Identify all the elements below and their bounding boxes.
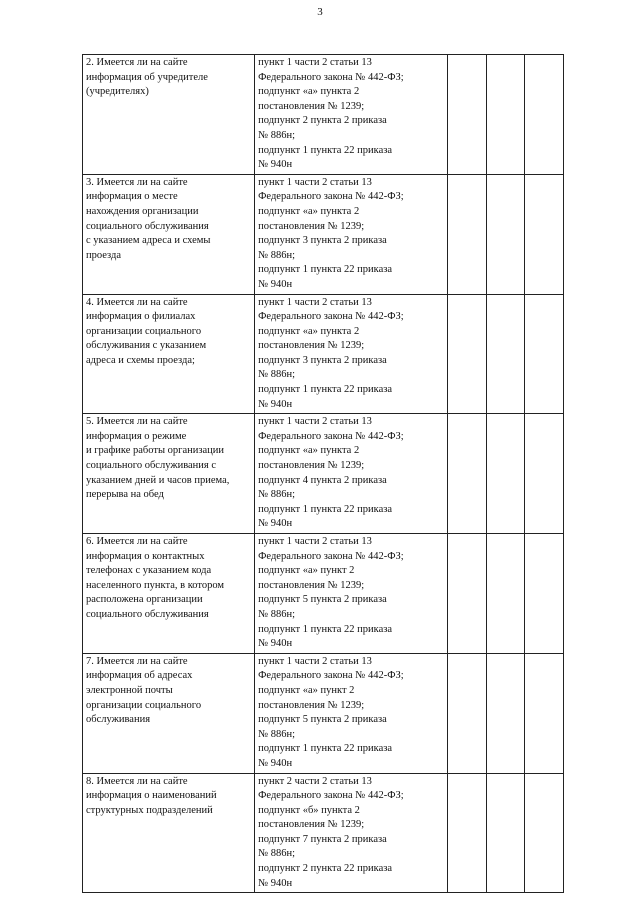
table-row: [83, 653, 564, 773]
legal-reference-line: подпункт 3 пункта 2 приказа: [258, 354, 387, 366]
legal-reference-line: подпункт «а» пункт 2: [258, 565, 355, 577]
question-text-line: 2. Имеется ли на сайте: [86, 57, 188, 68]
legal-reference-line: постановления № 1239;: [258, 819, 365, 831]
legal-reference-line: подпункт «а» пункта 2: [258, 205, 360, 217]
checklist-table: [82, 54, 564, 893]
legal-reference-cell: [255, 55, 447, 175]
question-text-line: организации социального: [86, 325, 202, 337]
legal-reference-line: подпункт 1 пункта 22 приказа: [258, 144, 393, 156]
question-text-line: информация о месте: [86, 191, 178, 203]
legal-reference-line: подпункт 2 пункта 22 приказа: [258, 863, 393, 875]
legal-reference-line: подпункт «а» пункт 2: [258, 684, 355, 696]
empty-answer-cell: [525, 55, 564, 175]
legal-reference-line: Федерального закона № 442-ФЗ;: [258, 550, 404, 562]
legal-reference-line: № 886н;: [258, 369, 296, 381]
question-text-line: проезда: [86, 249, 121, 261]
legal-reference-line: № 940н: [258, 757, 293, 769]
legal-reference-line: № 886н;: [258, 608, 296, 620]
question-text-line: 3. Имеется ли на сайте: [86, 176, 188, 188]
question-text-line: 6. Имеется ли на сайте: [86, 536, 188, 547]
question-text-line: 4. Имеется ли на сайте: [86, 296, 188, 308]
table-row: [83, 773, 564, 893]
table-body: [83, 55, 564, 893]
empty-answer-cell: [525, 773, 564, 893]
legal-reference-line: № 940н: [258, 638, 293, 650]
empty-answer-cell: [525, 174, 564, 294]
legal-reference-line: пункт 1 части 2 статьи 13: [258, 296, 372, 308]
question-text-line: информация об адресах: [86, 670, 193, 682]
legal-reference-line: Федерального закона № 442-ФЗ;: [258, 790, 404, 802]
question-text-line: информация о филиалах: [86, 311, 196, 323]
question-text-line: информация о контактных: [86, 550, 205, 562]
legal-reference-line: № 940н: [258, 518, 293, 530]
question-text-line: и графике работы организации: [86, 445, 225, 457]
question-text-line: социального обслуживания: [86, 608, 209, 620]
question-text-line: (учредителях): [86, 86, 149, 98]
legal-reference-line: постановления № 1239;: [258, 100, 365, 112]
legal-reference-line: подпункт 2 пункта 2 приказа: [258, 115, 387, 127]
legal-reference-cell: [255, 174, 447, 294]
legal-reference-line: подпункт 1 пункта 22 приказа: [258, 384, 393, 396]
legal-reference-line: подпункт «а» пункта 2: [258, 86, 360, 98]
empty-answer-cell: [447, 773, 486, 893]
question-text-line: обслуживания: [86, 714, 151, 726]
question-text-line: 8. Имеется ли на сайте: [86, 775, 188, 787]
legal-reference-line: постановления № 1239;: [258, 460, 365, 472]
legal-reference-line: № 940н: [258, 877, 293, 889]
legal-reference-line: № 940н: [258, 159, 293, 171]
table-row: [83, 55, 564, 175]
question-text-line: адреса и схемы проезда;: [86, 354, 195, 366]
question-text-line: электронной почты: [86, 684, 173, 696]
empty-answer-cell: [447, 414, 486, 534]
legal-reference-line: подпункт «а» пункта 2: [258, 445, 360, 457]
table-row: [83, 414, 564, 534]
legal-reference-line: подпункт 1 пункта 22 приказа: [258, 743, 393, 755]
question-text-line: информация о режиме: [86, 430, 187, 442]
question-cell: [83, 773, 255, 893]
question-text-line: 5. Имеется ли на сайте: [86, 416, 188, 428]
question-text-line: 7. Имеется ли на сайте: [86, 655, 188, 667]
question-text-line: населенного пункта, в котором: [86, 579, 225, 591]
empty-answer-cell: [487, 414, 525, 534]
question-text-line: с указанием адреса и схемы: [86, 235, 211, 247]
empty-answer-cell: [525, 414, 564, 534]
question-text-line: расположена организации: [86, 594, 203, 606]
legal-reference-line: постановления № 1239;: [258, 220, 365, 232]
legal-reference-line: Федерального закона № 442-ФЗ;: [258, 191, 404, 203]
table-row: [83, 534, 564, 654]
empty-answer-cell: [487, 773, 525, 893]
legal-reference-cell: [255, 653, 447, 773]
legal-reference-line: пункт 2 части 2 статьи 13: [258, 775, 372, 787]
question-cell: [83, 174, 255, 294]
legal-reference-line: пункт 1 части 2 статьи 13: [258, 655, 372, 667]
question-text-line: нахождения организации: [86, 205, 199, 217]
empty-answer-cell: [447, 534, 486, 654]
legal-reference-cell: [255, 294, 447, 414]
legal-reference-line: № 886н;: [258, 129, 296, 141]
question-cell: [83, 294, 255, 414]
question-text-line: перерыва на обед: [86, 489, 164, 501]
question-text-line: обслуживания с указанием: [86, 340, 207, 352]
legal-reference-line: № 886н;: [258, 249, 296, 261]
empty-answer-cell: [487, 174, 525, 294]
legal-reference-line: подпункт «б» пункта 2: [258, 804, 360, 816]
question-text-line: организации социального: [86, 699, 202, 711]
empty-answer-cell: [525, 534, 564, 654]
question-text-line: указанием дней и часов приема,: [86, 474, 230, 486]
question-cell: [83, 653, 255, 773]
empty-answer-cell: [487, 653, 525, 773]
legal-reference-line: подпункт 5 пункта 2 приказа: [258, 714, 387, 726]
legal-reference-line: Федерального закона № 442-ФЗ;: [258, 430, 404, 442]
empty-answer-cell: [487, 534, 525, 654]
question-cell: [83, 534, 255, 654]
question-text-line: социального обслуживания с: [86, 460, 217, 472]
legal-reference-line: № 886н;: [258, 728, 296, 740]
legal-reference-line: подпункт «а» пункта 2: [258, 325, 360, 337]
legal-reference-cell: [255, 414, 447, 534]
legal-reference-line: Федерального закона № 442-ФЗ;: [258, 311, 404, 323]
legal-reference-line: подпункт 3 пункта 2 приказа: [258, 235, 387, 247]
legal-reference-line: подпункт 7 пункта 2 приказа: [258, 833, 387, 845]
empty-answer-cell: [487, 294, 525, 414]
legal-reference-line: № 940н: [258, 398, 293, 410]
table-row: [83, 174, 564, 294]
question-text-line: информация об учредителе: [86, 71, 208, 83]
table-row: [83, 294, 564, 414]
legal-reference-line: подпункт 1 пункта 22 приказа: [258, 623, 393, 635]
empty-answer-cell: [487, 55, 525, 175]
question-text-line: структурных подразделений: [86, 804, 213, 816]
empty-answer-cell: [447, 653, 486, 773]
legal-reference-line: пункт 1 части 2 статьи 13: [258, 536, 372, 547]
question-text-line: информация о наименований: [86, 790, 217, 802]
empty-answer-cell: [447, 55, 486, 175]
legal-reference-line: постановления № 1239;: [258, 699, 365, 711]
empty-answer-cell: [525, 653, 564, 773]
question-text-line: социального обслуживания: [86, 220, 209, 232]
legal-reference-line: подпункт 5 пункта 2 приказа: [258, 594, 387, 606]
legal-reference-line: пункт 1 части 2 статьи 13: [258, 176, 372, 188]
question-cell: [83, 414, 255, 534]
page-number: 3: [317, 6, 323, 18]
empty-answer-cell: [447, 294, 486, 414]
legal-reference-line: пункт 1 части 2 статьи 13: [258, 416, 372, 428]
question-text-line: телефонах с указанием кода: [86, 565, 212, 577]
legal-reference-line: подпункт 4 пункта 2 приказа: [258, 474, 387, 486]
legal-reference-line: постановления № 1239;: [258, 340, 365, 352]
legal-reference-line: подпункт 1 пункта 22 приказа: [258, 264, 393, 276]
legal-reference-line: Федерального закона № 442-ФЗ;: [258, 71, 404, 83]
legal-reference-cell: [255, 534, 447, 654]
empty-answer-cell: [525, 294, 564, 414]
legal-reference-line: пункт 1 части 2 статьи 13: [258, 57, 372, 68]
legal-reference-line: № 886н;: [258, 848, 296, 860]
legal-reference-line: № 886н;: [258, 489, 296, 501]
legal-reference-line: № 940н: [258, 278, 293, 290]
legal-reference-cell: [255, 773, 447, 893]
legal-reference-line: подпункт 1 пункта 22 приказа: [258, 503, 393, 515]
empty-answer-cell: [447, 174, 486, 294]
legal-reference-line: Федерального закона № 442-ФЗ;: [258, 670, 404, 682]
legal-reference-line: постановления № 1239;: [258, 579, 365, 591]
question-cell: [83, 55, 255, 175]
